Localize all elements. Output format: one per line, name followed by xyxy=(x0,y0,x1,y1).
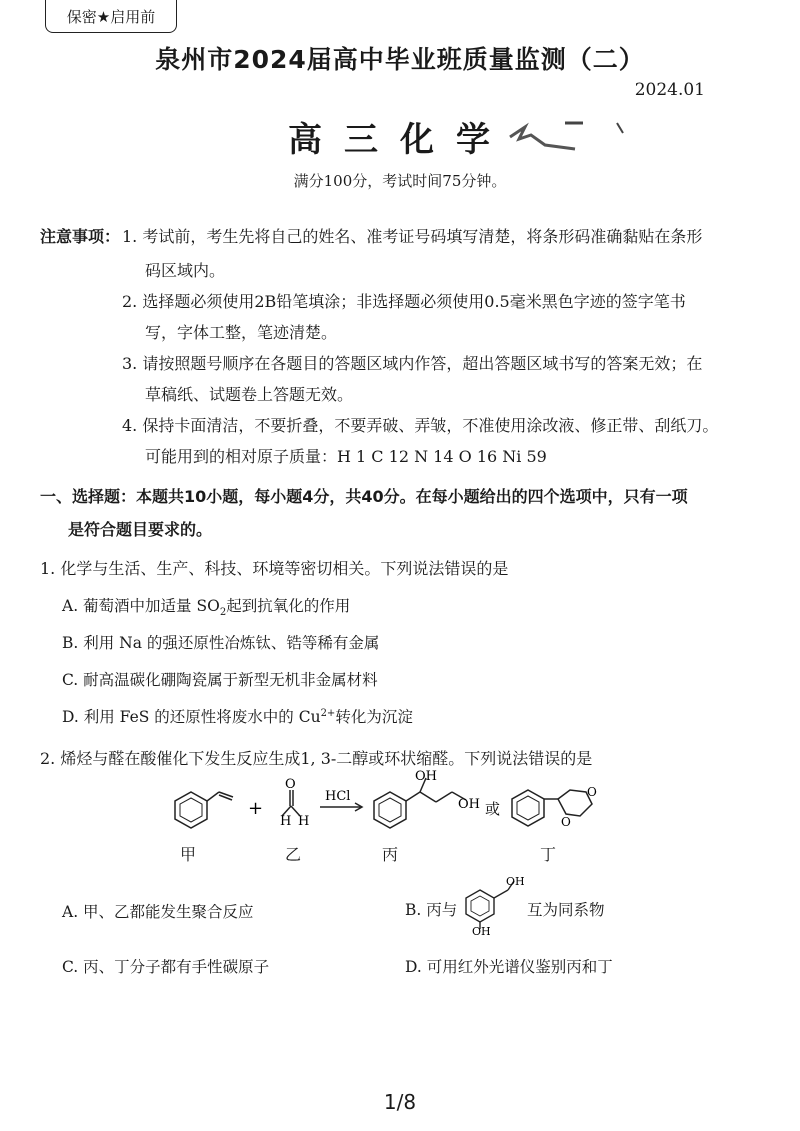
subject-title: 高三化学 xyxy=(288,120,512,160)
q1-option-d-text-2: 转化为沉淀 xyxy=(335,708,413,726)
score-time-info: 满分100分，考试时间75分钟。 xyxy=(293,172,507,190)
atom-h: H xyxy=(280,814,292,829)
q1-option-c: C. 耐高温碳化硼陶瓷属于新型无机非金属材料 xyxy=(62,671,378,689)
q1-option-a-text-2: 起到抗氧化的作用 xyxy=(226,597,351,615)
subscript: 2 xyxy=(219,607,227,619)
secret-badge: 保密★启用前 xyxy=(45,0,177,33)
q2-option-b-pre: B. 丙与 xyxy=(405,901,458,919)
notice-line: 草稿纸、试题卷上答题无效。 xyxy=(145,385,354,404)
section-heading-cont: 是符合题目要求的。 xyxy=(68,520,213,539)
label-jia: 甲 xyxy=(180,845,197,864)
oh-group: OH xyxy=(472,925,491,935)
oh-group: OH xyxy=(415,770,437,784)
notice-line: 1. 考试前，考生先将自己的姓名、准考证号码填写清楚，将条形码准确黏贴在条形 xyxy=(122,227,703,246)
q2-stem: 2. 烯烃与醛在酸催化下发生反应生成1, 3-二醇或环状缩醛。下列说法错误的是 xyxy=(40,749,593,768)
q2-option-a: A. 甲、乙都能发生聚合反应 xyxy=(62,903,254,921)
q2-option-b-post: 互为同系物 xyxy=(527,901,605,919)
atom-o: O xyxy=(587,785,597,799)
atomic-mass-line: 可能用到的相对原子质量：H 1 C 12 N 14 O 16 Ni 59 xyxy=(145,447,547,466)
notice-label: 注意事项： xyxy=(40,227,121,246)
q1-option-a-text: A. 葡萄酒中加适量 SO xyxy=(62,597,220,615)
atom-h: H xyxy=(298,814,310,829)
label-ding: 丁 xyxy=(540,845,557,864)
q2-option-c: C. 丙、丁分子都有手性碳原子 xyxy=(62,958,270,976)
or-word: 或 xyxy=(485,800,501,818)
exam-title: 泉州市2024届高中毕业班质量监测（二） xyxy=(155,45,645,74)
page-number: 1/8 xyxy=(383,1090,417,1114)
q1-stem: 1. 化学与生活、生产、科技、环境等密切相关。下列说法错误的是 xyxy=(40,559,509,578)
oh-group: OH xyxy=(458,797,480,812)
notice-line: 写，字体工整，笔迹清楚。 xyxy=(145,323,338,342)
label-yi: 乙 xyxy=(285,845,302,864)
atom-o: O xyxy=(561,815,571,829)
notice-line: 码区域内。 xyxy=(145,261,226,280)
reaction-scheme xyxy=(0,770,800,870)
exam-date: 2024.01 xyxy=(634,80,705,100)
pen-scribble-mark xyxy=(505,115,635,165)
oh-group: OH xyxy=(506,875,525,888)
notice-line: 2. 选择题必须使用2B铅笔填涂；非选择题必须使用0.5毫米黑色字迹的签字笔书 xyxy=(122,292,686,311)
q1-option-b: B. 利用 Na 的强还原性冶炼钛、锆等稀有金属 xyxy=(62,634,380,652)
q1-option-d-text: D. 利用 FeS 的还原性将废水中的 Cu xyxy=(62,708,321,726)
superscript: 2+ xyxy=(320,707,336,719)
notice-line: 3. 请按照题号顺序在各题目的答题区域内作答，超出答题区域书写的答案无效；在 xyxy=(122,354,703,373)
section-heading: 一、选择题：本题共10小题，每小题4分，共40分。在每小题给出的四个选项中，只有一项 xyxy=(40,487,688,506)
label-bing: 丙 xyxy=(382,845,399,864)
q1-option-d xyxy=(62,705,413,727)
plus-sign: + xyxy=(248,798,264,819)
reagent-label: HCl xyxy=(325,789,351,804)
atom-o: O xyxy=(285,777,296,792)
q2-option-b-structure xyxy=(458,875,538,935)
q1-option-a xyxy=(62,594,350,618)
q2-option-d: D. 可用红外光谱仪鉴别丙和丁 xyxy=(405,958,613,976)
notice-line: 4. 保持卡面清洁，不要折叠，不要弄破、弄皱，不准使用涂改液、修正带、刮纸刀。 xyxy=(122,416,719,435)
